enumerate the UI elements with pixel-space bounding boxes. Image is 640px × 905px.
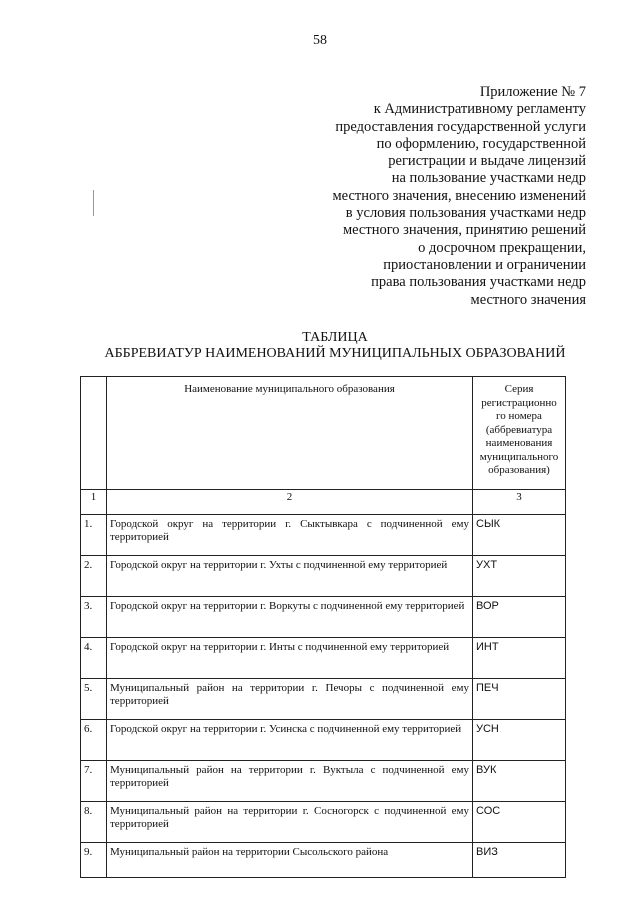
row-number: 5. [81,679,107,720]
column-number: 2 [107,490,473,515]
page-number: 58 [313,33,327,48]
row-number: 8. [81,802,107,843]
appendix-line: на пользование участками недр [391,170,586,187]
header-series-line: образования) [488,464,550,476]
row-name: Городской округ на территории г. Сыктывкара с подчиненной ему территорией [107,515,473,556]
row-name: Городской округ на территории г. Воркуты с подчиненной ему территорией [107,597,473,638]
appendix-line: к Административному регламенту [373,101,586,118]
appendix-line: о досрочном прекращении, [418,239,586,256]
row-code: ВОР [473,597,566,638]
row-code: ПЕЧ [473,679,566,720]
table-row [81,556,566,597]
row-code: ИНТ [473,638,566,679]
margin-mark [93,190,94,216]
row-code: ВИЗ [473,843,566,878]
header-series-cell [473,377,566,490]
row-name: Городской округ на территории г. Инты с подчиненной ему территорией [107,638,473,679]
row-number: 6. [81,720,107,761]
appendix-line: приостановлении и ограничении [383,256,586,273]
table-row [81,802,566,843]
table-row [81,761,566,802]
row-name: Муниципальный район на территории Сысольского района [107,843,473,878]
table-row [81,515,566,556]
table-row [81,638,566,679]
header-series-line: (аббревиатура [485,423,553,436]
appendix-line: Приложение № 7 [479,84,586,100]
table-row [81,597,566,638]
table-row [81,679,566,720]
table-title [80,330,590,362]
table-row [81,720,566,761]
appendix-line: регистрации и выдаче лицензий [388,153,586,170]
row-number: 3. [81,597,107,638]
row-number: 9. [81,843,107,878]
header-series-line: наименования [485,437,553,449]
appendix-line: предоставления государственной услуги [335,118,586,135]
row-name: Муниципальный район на территории г. Вуктыла с подчиненной ему территорией [107,761,473,802]
column-number: 1 [81,490,107,515]
row-name: Муниципальный район на территории г. Сосногорск с подчиненной ему территорией [107,802,473,843]
table-header-row [81,377,566,490]
header-series-line: го номера [496,410,542,422]
row-code: СЫК [473,515,566,556]
appendix-line: права пользования участками недр [371,274,586,291]
table-title-line2: АББРЕВИАТУР НАИМЕНОВАНИЙ МУНИЦИПАЛЬНЫХ ОБРАЗОВАНИЙ [104,346,566,361]
row-name: Городской округ на территории г. Ухты с подчиненной ему территорией [107,556,473,597]
row-number: 2. [81,556,107,597]
column-number-row [81,490,566,515]
row-code: ВУК [473,761,566,802]
header-number-cell [81,377,107,490]
header-series-line: муниципального [479,450,559,463]
appendix-line: в условия пользования участками недр [345,205,586,222]
appendix-line: местного значения, принятию решений [342,222,586,239]
appendix-line: по оформлению, государственной [376,135,586,152]
row-code: УХТ [473,556,566,597]
row-name: Городской округ на территории г. Усинска с подчиненной ему территорией [107,720,473,761]
row-name: Муниципальный район на территории г. Печоры с подчиненной ему территорией [107,679,473,720]
header-series-line: регистрационно [481,396,557,409]
appendix-line: местного значения [470,291,586,308]
row-number: 4. [81,638,107,679]
appendix-heading [286,84,586,309]
table-title-line1: ТАБЛИЦА [302,330,368,345]
column-number: 3 [473,490,566,515]
header-series-line: Серия [504,383,534,395]
table-row [81,843,566,878]
appendix-line: местного значения, внесению изменений [332,187,586,204]
row-number: 1. [81,515,107,556]
row-code: СОС [473,802,566,843]
row-code: УСН [473,720,566,761]
abbreviations-table [80,376,566,878]
row-number: 7. [81,761,107,802]
header-name-cell: Наименование муниципального образования [107,377,473,490]
